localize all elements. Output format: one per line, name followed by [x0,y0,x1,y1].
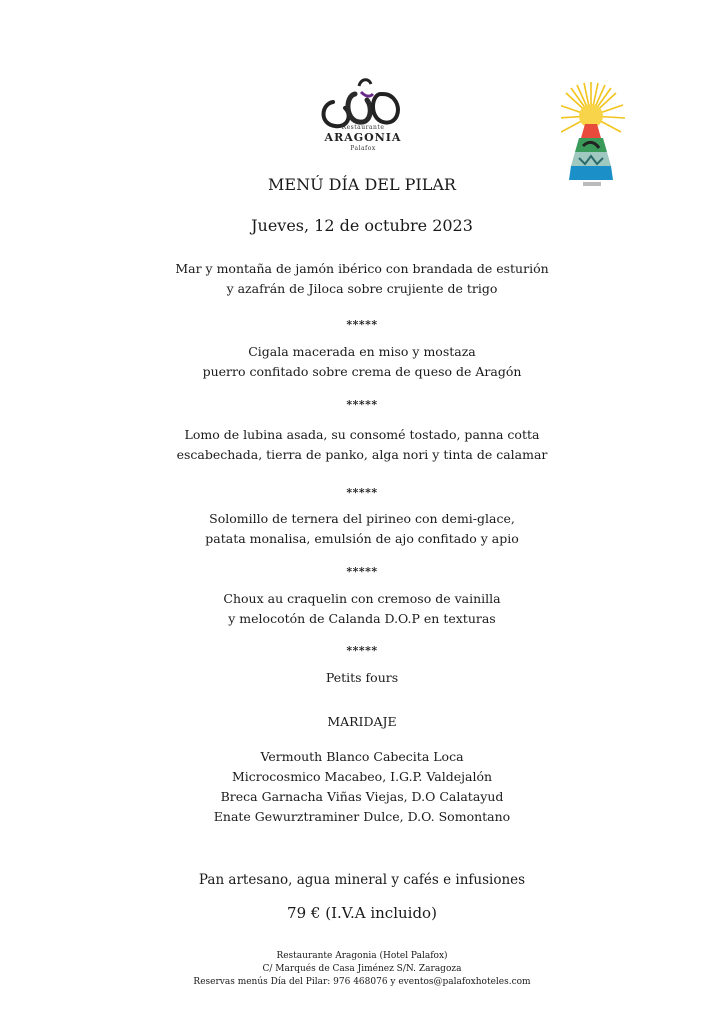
wine-item: Breca Garnacha Viñas Viejas, D.O Calatayud [220,789,504,804]
menu-date: Jueves, 12 de octubre 2023 [251,216,473,235]
logo-caption-top: Restaurante [341,124,385,131]
course-5-line-1: Choux au craquelin con cremoso de vainilla [223,591,501,606]
course-3-line-2: escabechada, tierra de panko, alga nori y tinta de calamar [176,447,548,462]
footer-address: C/ Marqués de Casa Jiménez S/N. Zaragoza [262,964,462,974]
course-separator: ***** [346,565,378,578]
course-4 [0,509,724,549]
course-4-line-1: Solomillo de ternera del pirineo con demi-glace, [209,511,515,526]
course-separator: ***** [346,318,378,331]
wine-item: Enate Gewurztraminer Dulce, D.O. Somontano [213,809,511,824]
course-1-line-2: y azafrán de Jiloca sobre crujiente de trigo [226,281,498,296]
course-1 [0,259,724,299]
menu-price: 79 € (I.V.A incluido) [287,904,437,922]
footer-restaurant: Restaurante Aragonia (Hotel Palafox) [276,951,448,961]
course-1-line-1: Mar y montaña de jamón ibérico con brandada de esturión [175,261,549,276]
course-2 [0,342,724,382]
course-separator: ***** [346,644,378,657]
course-3 [0,425,724,465]
course-2-line-2: puerro confitado sobre crema de queso de Aragón [202,364,522,379]
wine-item: Microcosmico Macabeo, I.G.P. Valdejalón [231,769,493,784]
logo-brand-name: ARAGONIA [324,131,402,144]
course-separator: ***** [346,486,378,499]
course-5 [0,589,724,629]
course-separator: ***** [346,398,378,411]
course-5-line-2: y melocotón de Calanda D.O.P en texturas [228,611,496,626]
menu-title: MENÚ DÍA DEL PILAR [268,175,456,194]
pairing-list [0,747,724,827]
course-4-line-2: patata monalisa, emulsión de ajo confitado y apio [205,531,519,546]
logo-caption-bottom: Palafox [350,145,376,152]
footer [0,950,724,989]
footer-reservations: Reservas menús Día del Pilar: 976 468076 y eventos@palafoxhoteles.com [193,977,531,987]
course-6 [0,668,724,688]
course-2-line-1: Cigala macerada en miso y mostaza [248,344,476,359]
wine-item: Vermouth Blanco Cabecita Loca [260,749,464,764]
course-3-line-1: Lomo de lubina asada, su consomé tostado, panna cotta [184,427,540,442]
pairing-heading: MARIDAJE [327,714,397,729]
course-6-line-1: Petits fours [325,670,399,685]
menu-extras: Pan artesano, agua mineral y cafés e infusiones [198,872,526,888]
